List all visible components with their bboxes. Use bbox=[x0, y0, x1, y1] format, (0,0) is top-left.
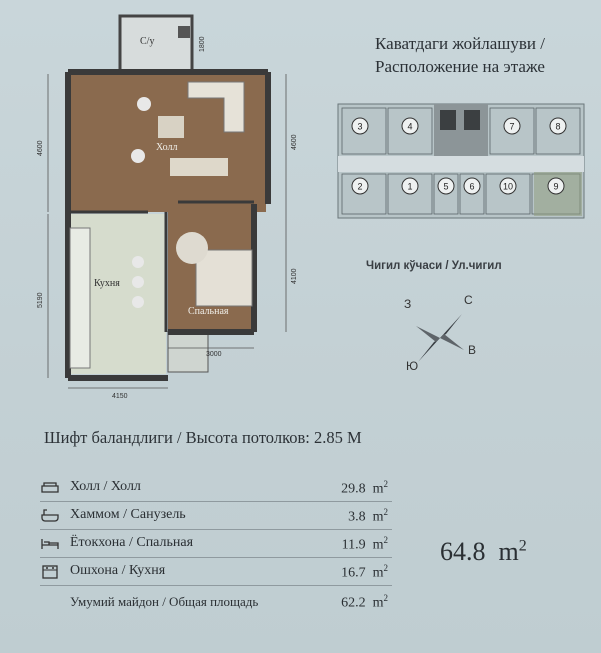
unit-number: 8 bbox=[555, 121, 561, 132]
sofa-icon bbox=[40, 479, 60, 495]
area-value: 16.7 $m^2$ bbox=[341, 563, 388, 581]
total-area-label: Умумий майдон / Общая площадь bbox=[70, 594, 259, 609]
area-label: Ётокхона / Спальная bbox=[70, 535, 194, 550]
unit-number: 3 bbox=[357, 121, 363, 132]
unit-number: 4 bbox=[407, 121, 413, 132]
area-value: 11.9 $m^2$ bbox=[341, 535, 388, 553]
compass-east: В bbox=[468, 343, 477, 357]
apartment-floor-plan bbox=[28, 8, 308, 398]
room-label-bedroom: Спальная bbox=[188, 306, 229, 317]
area-row-total bbox=[40, 586, 392, 613]
dim-right-lower: 4100 bbox=[291, 268, 298, 284]
floor-key-plan bbox=[336, 96, 586, 226]
unit-number: 7 bbox=[509, 121, 515, 132]
street-label: Чигил кўчаси / Ул.чигил bbox=[366, 260, 502, 272]
compass-icon bbox=[398, 290, 498, 380]
bathroom-floor bbox=[120, 16, 192, 72]
unit-number: 1 bbox=[407, 181, 413, 192]
floor-location-title bbox=[330, 32, 590, 78]
area-label: Холл / Холл bbox=[70, 479, 141, 494]
area-row-hall bbox=[40, 474, 392, 502]
unit-number: 5 bbox=[443, 181, 449, 192]
dim-left-lower: 5190 bbox=[37, 292, 44, 308]
bed-icon bbox=[40, 535, 60, 551]
dim-bottom-inner: 3000 bbox=[206, 351, 222, 358]
compass-north: С bbox=[464, 293, 473, 307]
area-value: 29.8 $m^2$ bbox=[341, 479, 388, 497]
unit-number: 10 bbox=[502, 181, 514, 192]
room-label-kitchen: Кухня bbox=[94, 278, 120, 289]
unit-number: 9 bbox=[553, 181, 559, 192]
area-value: 3.8 $m^2$ bbox=[348, 507, 388, 525]
floor-location-title-line1: Каватдаги жойлашуви / bbox=[375, 34, 545, 53]
room-label-hall: Холл bbox=[156, 142, 178, 153]
room-label-bath: С/у bbox=[140, 36, 155, 47]
area-row-kitchen bbox=[40, 558, 392, 586]
dim-left-upper: 4600 bbox=[37, 140, 44, 156]
unit-number: 6 bbox=[469, 181, 475, 192]
stove-icon bbox=[40, 563, 60, 579]
area-row-bedroom bbox=[40, 530, 392, 558]
compass-south: Ю bbox=[406, 359, 419, 373]
ceiling-height: Шифт баландлиги / Высота потолков: 2.85 М bbox=[44, 428, 362, 447]
dim-bottom: 4150 bbox=[112, 393, 128, 398]
apartment-total-area: 64.8 $m^2$ bbox=[440, 537, 527, 566]
area-label: Ошхона / Кухня bbox=[70, 563, 166, 578]
area-row-bath bbox=[40, 502, 392, 530]
area-table bbox=[40, 474, 392, 613]
compass-west: З bbox=[404, 297, 412, 311]
floor-location-title-line2: Расположение на этаже bbox=[375, 57, 545, 76]
total-area-value: 62.2 $m^2$ bbox=[341, 593, 388, 611]
unit-number: 2 bbox=[357, 181, 363, 192]
dim-top-right: 1800 bbox=[199, 36, 206, 52]
bathtub-icon bbox=[40, 507, 60, 523]
area-label: Хаммом / Санузель bbox=[70, 507, 186, 522]
dim-right-upper: 4600 bbox=[291, 134, 298, 150]
